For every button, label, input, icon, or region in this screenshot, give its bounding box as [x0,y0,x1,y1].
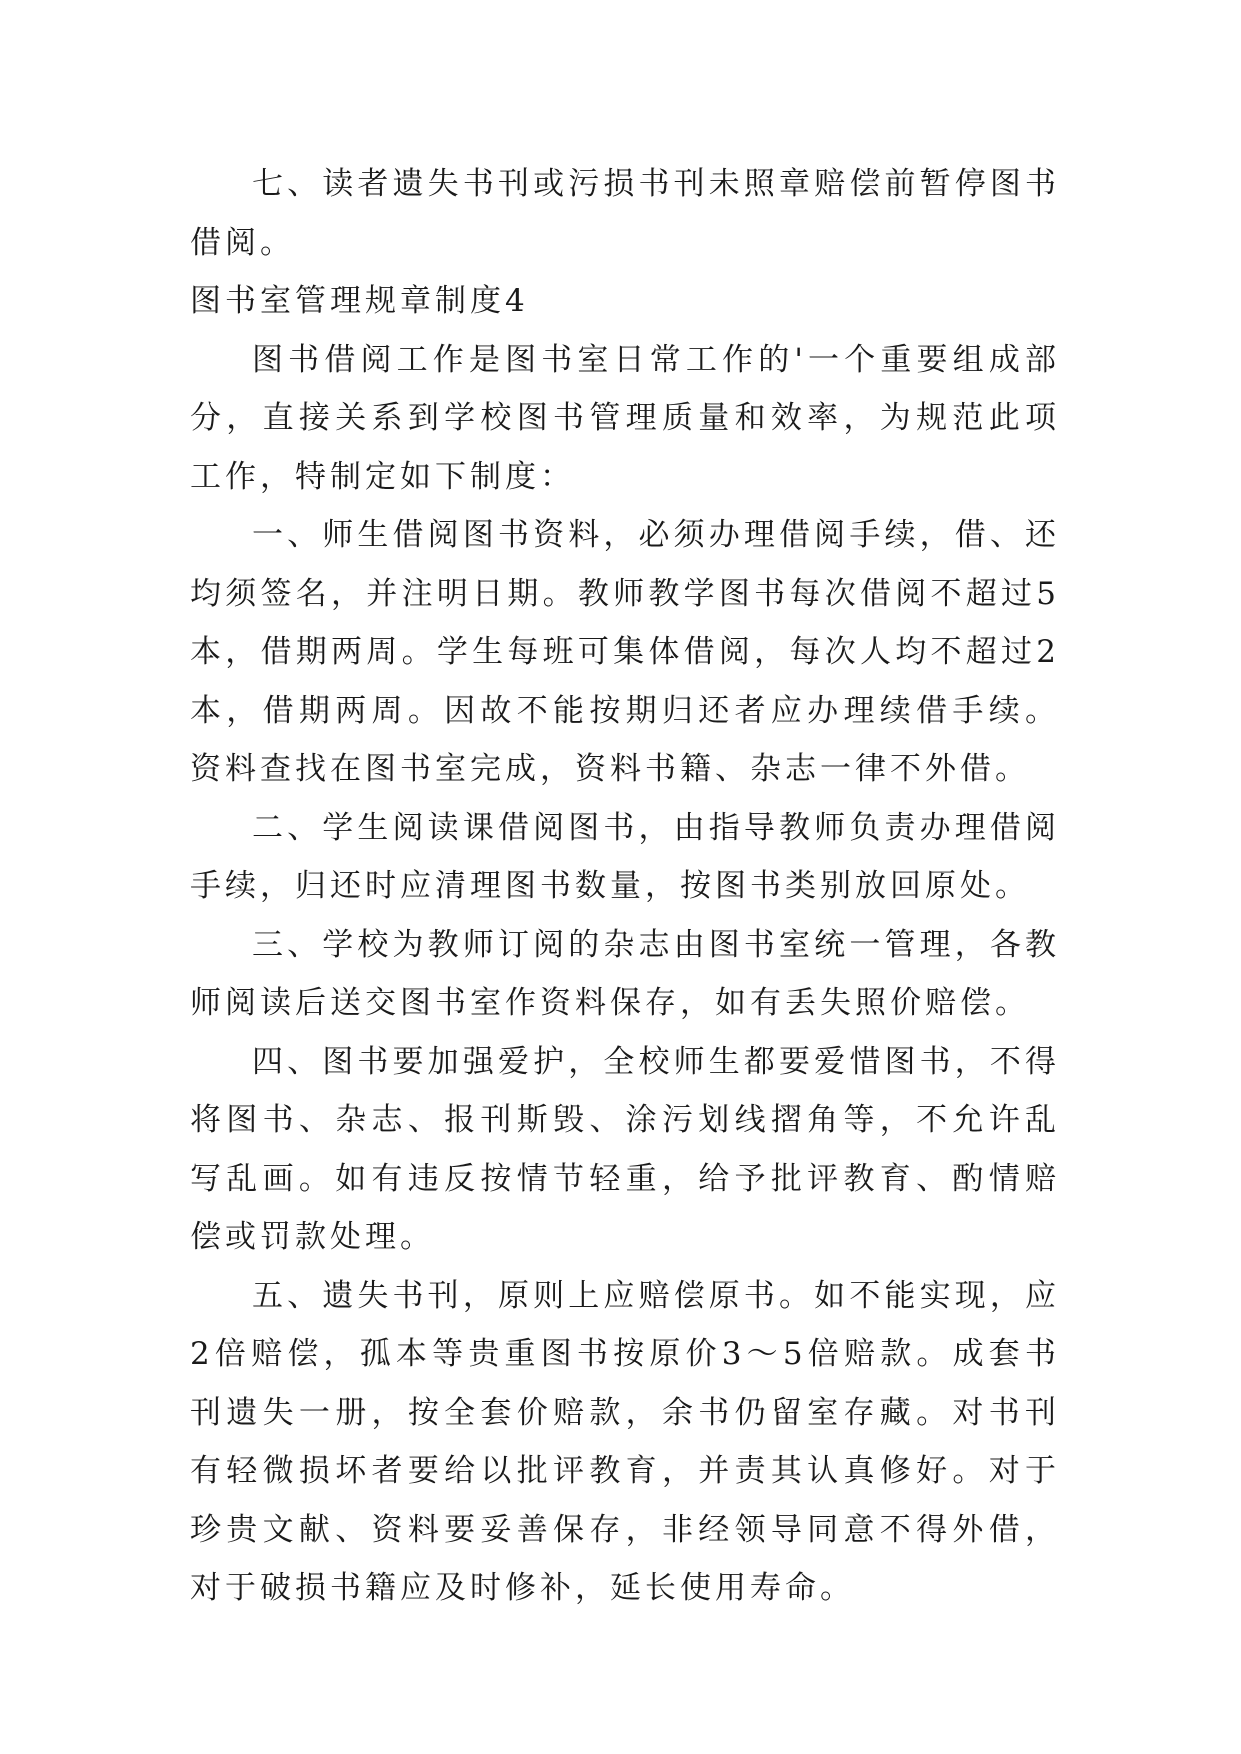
paragraph-rule-seven: 七、读者遗失书刊或污损书刊未照章赔偿前暂停图书借阅。 [190,166,1060,261]
paragraph-rule-three: 三、学校为教师订阅的杂志由图书室统一管理，各教师阅读后送交图书室作资料保存，如有丢失照价赔偿。 [190,926,1060,1021]
document-body [190,155,1060,1618]
paragraph-intro: 图书借阅工作是图书室日常工作的'一个重要组成部分，直接关系到学校图书管理质量和效率，为规范此项工作，特制定如下制度： [190,341,1060,495]
section-heading: 图书室管理规章制度4 [190,283,529,319]
paragraph-rule-two: 二、学生阅读课借阅图书，由指导教师负责办理借阅手续，归还时应清理图书数量，按图书类别放回原处。 [190,809,1060,904]
paragraph-rule-five: 五、遗失书刊，原则上应赔偿原书。如不能实现，应2倍赔偿，孤本等贵重图书按原价3～5倍赔款。成套书刊遗失一册，按全套价赔款，余书仍留室存藏。对书刊有轻微损坏者要给以批评教育，并责其认真修好。对于珍贵文献、资料要妥善保存，非经领导同意不得外借，对于破损书籍应及时修补，延长使用寿命。 [190,1277,1060,1606]
paragraph-rule-four: 四、图书要加强爱护，全校师生都要爱惜图书，不得将图书、杂志、报刊斯毁、涂污划线摺角等，不允许乱写乱画。如有违反按情节轻重，给予批评教育、酌情赔偿或罚款处理。 [190,1043,1060,1255]
paragraph-rule-one: 一、师生借阅图书资料，必须办理借阅手续，借、还均须签名，并注明日期。教师教学图书每次借阅不超过5本，借期两周。学生每班可集体借阅，每次人均不超过2本，借期两周。因故不能按期归还者应办理续借手续。资料查找在图书室完成，资料书籍、杂志一律不外借。 [190,517,1060,787]
